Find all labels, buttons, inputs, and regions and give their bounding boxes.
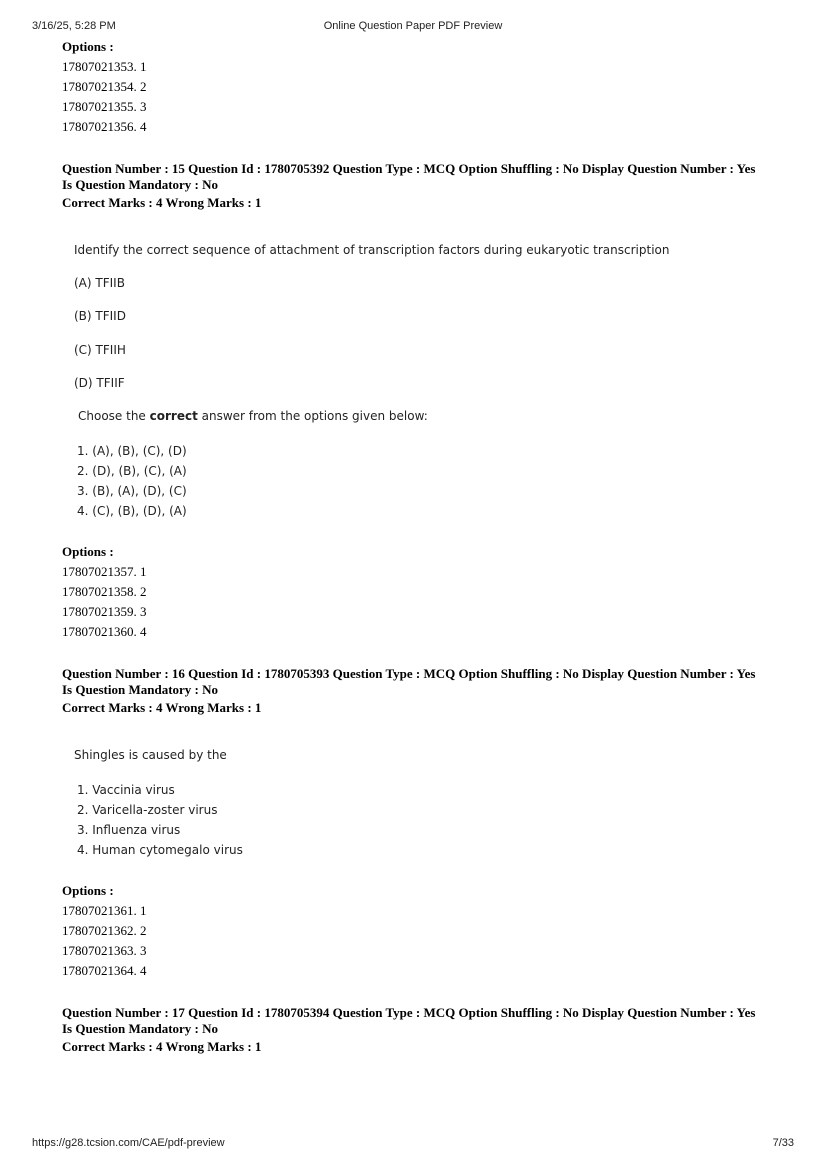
option-id: 17807021363. 3 [62,943,147,958]
question-meta-line: Question Number : 15 Question Id : 1780705392 Question Type : MCQ Option Shuffling : No Display Question Number : Yes [62,161,756,176]
answer-list [74,780,243,860]
question-17-meta [62,1005,755,1056]
question-15-body [74,242,669,258]
answer-choice: 2. Varicella-zoster virus [77,803,218,817]
options-block-q14 [62,37,147,137]
option-id: 17807021359. 3 [62,604,147,619]
question-16-meta [62,666,755,717]
question-marks: Correct Marks : 4 Wrong Marks : 1 [62,1039,262,1054]
question-mandatory: Is Question Mandatory : No [62,177,219,192]
option-id: 17807021358. 2 [62,584,147,599]
question-15-meta [62,161,755,212]
print-datetime: 3/16/25, 5:28 PM [32,20,116,32]
question-meta-line: Question Number : 16 Question Id : 1780705393 Question Type : MCQ Option Shuffling : No Display Question Number : Yes [62,666,756,681]
page-url: https://g28.tcsion.com/CAE/pdf-preview [32,1137,225,1149]
answer-choice: 4. Human cytomegalo virus [77,843,243,857]
options-block-q16 [62,881,147,981]
option-id: 17807021356. 4 [62,119,147,134]
options-block-q15 [62,542,147,642]
answer-choice: 2. (D), (B), (C), (A) [77,464,187,478]
question-mandatory: Is Question Mandatory : No [62,1021,219,1036]
answer-choice: 1. Vaccinia virus [77,783,175,797]
option-id: 17807021357. 1 [62,564,147,579]
option-id: 17807021361. 1 [62,903,147,918]
question-mandatory: Is Question Mandatory : No [62,682,219,697]
option-id: 17807021354. 2 [62,79,147,94]
statement: (D) TFIIF [74,376,125,390]
statement: (B) TFIID [74,309,126,323]
answer-choice: 1. (A), (B), (C), (D) [77,444,187,458]
page-title: Online Question Paper PDF Preview [323,20,503,32]
options-label: Options : [62,544,114,559]
question-text: Shingles is caused by the [74,748,227,762]
option-id: 17807021364. 4 [62,963,147,978]
answer-list [74,441,187,521]
choose-suffix: answer from the options given below: [197,409,428,423]
page-number: 7/33 [772,1137,794,1149]
question-marks: Correct Marks : 4 Wrong Marks : 1 [62,700,262,715]
question-text: Identify the correct sequence of attachment of transcription factors during eukaryotic transcription [74,243,670,257]
option-id: 17807021362. 2 [62,923,147,938]
option-id: 17807021355. 3 [62,99,147,114]
option-id: 17807021353. 1 [62,59,147,74]
statement: (C) TFIIH [74,343,126,357]
question-meta-line: Question Number : 17 Question Id : 1780705394 Question Type : MCQ Option Shuffling : No Display Question Number : Yes [62,1005,756,1020]
statement: (A) TFIIB [74,276,125,290]
choose-instruction [78,409,428,423]
options-label: Options : [62,883,114,898]
choose-bold: correct [149,409,198,423]
answer-choice: 4. (C), (B), (D), (A) [77,504,187,518]
options-label: Options : [62,39,114,54]
answer-choice: 3. Influenza virus [77,823,181,837]
choose-prefix: Choose the [78,409,150,423]
option-id: 17807021360. 4 [62,624,147,639]
question-marks: Correct Marks : 4 Wrong Marks : 1 [62,195,262,210]
answer-choice: 3. (B), (A), (D), (C) [77,484,187,498]
